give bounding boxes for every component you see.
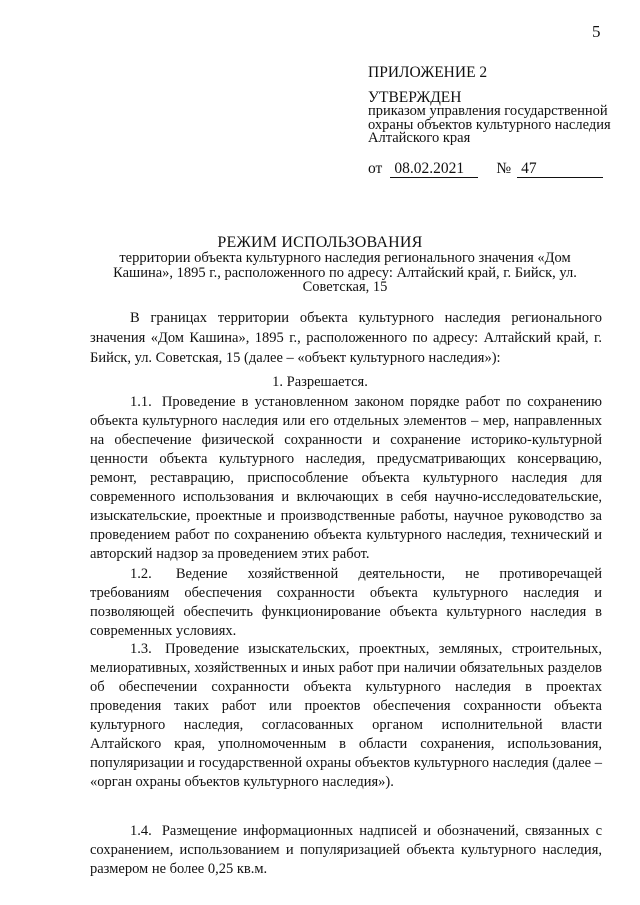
approval-date: 08.02.2021 (390, 161, 478, 178)
document-title: РЕЖИМ ИСПОЛЬЗОВАНИЯ (217, 234, 423, 251)
intro-text: В границах территории объекта культурного наследия регионального значения «Дом Кашина», 1895 г., расположенного по адресу: Алтайский край, г. Бийск, ул. Советская, 15 (далее – «объект культурного наследия»): (90, 310, 602, 366)
approved-by-text: приказом управления государственной охраны объектов культурного наследия Алтайского края (368, 103, 611, 146)
appendix-label: ПРИЛОЖЕНИЕ 2 (368, 64, 488, 81)
item-number: 1.3. (130, 641, 152, 657)
item-text: Размещение информационных надписей и обозначений, связанных с сохранением, использованием и популяризацией объекта культурного наследия, размером не более 0,25 кв.м. (90, 823, 602, 877)
intro-paragraph (90, 308, 602, 368)
item-text: Проведение в установленном законом порядке работ по сохранению объекта культурного наследия или его отдельных элементов – мер, направленных на обеспечение физической сохранности и сохранение историко-культурной ценности объекта культурного наследия, предусматривающих консервацию, ремонт, реставрацию, приспособление объекта культурного наследия для современного использования и включающих в себя научно-исследовательские, изыскательские, проектные и производственные работы, научное руководство за проведением работ по сохранению объекта культурного наследия, технический и авторский надзор за проведением этих работ. (90, 394, 602, 562)
list-item (90, 640, 602, 792)
item-number: 1.1. (130, 394, 152, 410)
page-number: 5 (592, 22, 601, 41)
number-prefix: № (496, 160, 512, 177)
date-prefix: от (368, 160, 383, 177)
list-item (90, 393, 602, 564)
approved-label: УТВЕРЖДЕН (368, 89, 462, 106)
item-text: Ведение хозяйственной деятельности, не противоречащей требованиям обеспечения сохранности объекта культурного наследия и позволяющей обеспечить функционирование объекта культурного наследия в современных условиях. (90, 566, 602, 639)
list-item (90, 565, 602, 641)
approval-date-row (368, 160, 603, 178)
order-number: 47 (517, 161, 603, 178)
section-heading: 1. Разрешается. (272, 374, 368, 390)
item-number: 1.2. (130, 566, 152, 582)
document-subtitle: территории объекта культурного наследия регионального значения «Дом Кашина», 1895 г., расположенного по адресу: Алтайский край, г. Бийск, ул. Советская, 15 (113, 250, 577, 295)
item-number: 1.4. (130, 823, 152, 839)
item-text: Проведение изыскательских, проектных, земляных, строительных, мелиоративных, хозяйственных и иных работ при наличии обязательных разделов об обеспечении сохранности объекта культурного наследия в проектах проведения таких работ или проектов обеспечения сохранности объекта культурного наследия, согласованных органом исполнительной власти Алтайского края, уполномоченным в области сохранения, использования, популяризации и государственной охраны объектов культурного наследия (далее – «орган охраны объектов культурного наследия»). (90, 641, 602, 790)
list-item (90, 822, 602, 879)
